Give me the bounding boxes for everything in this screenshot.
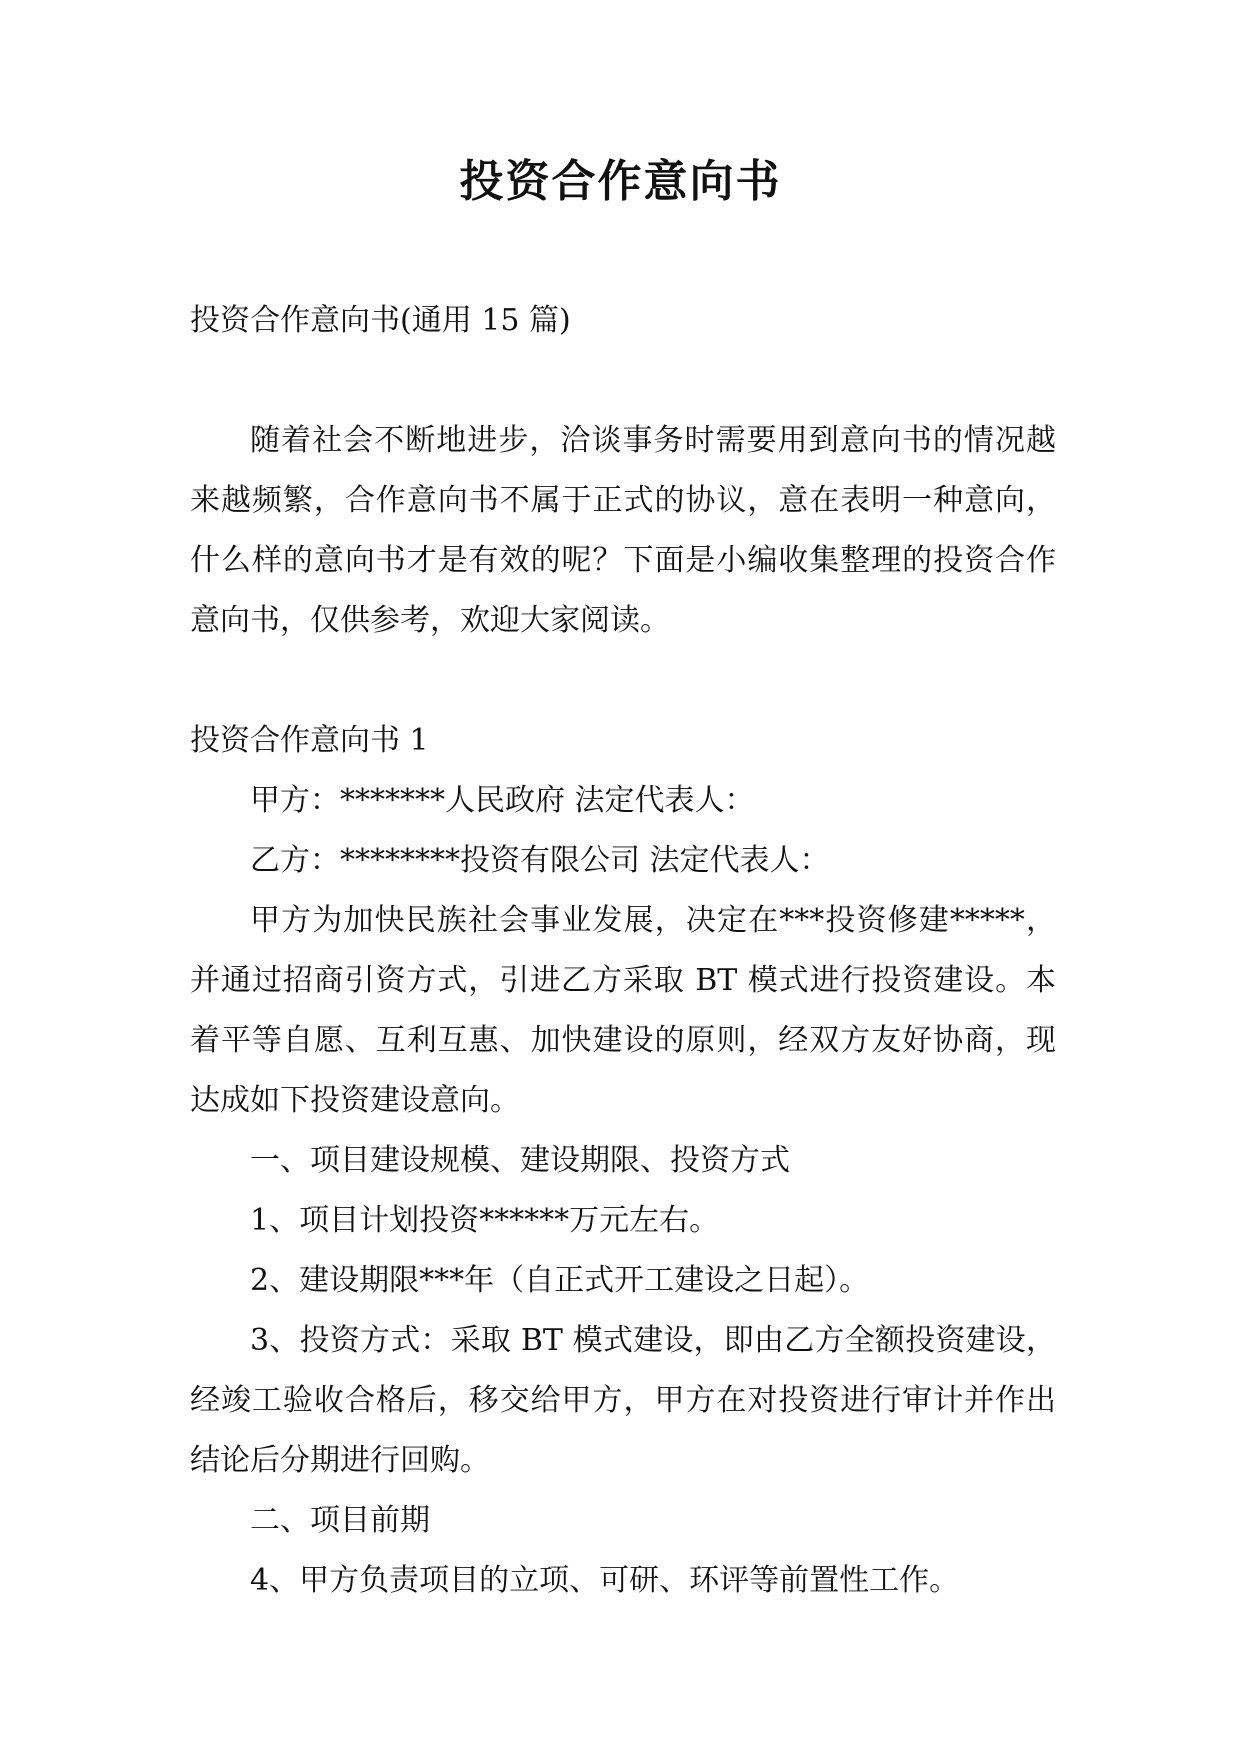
document-body <box>190 291 1056 1611</box>
part-one-title: 一、项目建设规模、建设期限、投资方式 <box>250 1143 790 1178</box>
preamble-paragraph: 甲方为加快民族社会事业发展，决定在***投资修建*****，并通过招商引资方式，引进乙方采取 BT 模式进行投资建设。本着平等自愿、互利互惠、加快建设的原则，经双方友好协商，现达成如下投资建设意向。 <box>190 903 1056 1118</box>
document-subtitle: 投资合作意向书(通用 15 篇) <box>190 303 571 338</box>
document-title: 投资合作意向书 <box>459 156 782 207</box>
party-b-line: 乙方：********投资有限公司 法定代表人： <box>250 843 830 878</box>
section-heading: 投资合作意向书 1 <box>190 723 429 758</box>
part-two-title: 二、项目前期 <box>250 1503 430 1538</box>
item-2: 2、建设期限***年（自正式开工建设之日起）。 <box>250 1263 870 1298</box>
item-4: 4、甲方负责项目的立项、可研、环评等前置性工作。 <box>250 1563 960 1598</box>
party-a-line: 甲方：*******人民政府 法定代表人： <box>250 783 755 818</box>
item-3: 3、投资方式：采取 BT 模式建设，即由乙方全额投资建设，经竣工验收合格后，移交给甲方，甲方在对投资进行审计并作出结论后分期进行回购。 <box>190 1323 1056 1478</box>
intro-paragraph: 随着社会不断地进步，洽谈事务时需要用到意向书的情况越来越频繁，合作意向书不属于正式的协议，意在表明一种意向，什么样的意向书才是有效的呢？下面是小编收集整理的投资合作意向书，仅供参考，欢迎大家阅读。 <box>190 423 1056 638</box>
item-1: 1、项目计划投资******万元左右。 <box>250 1203 720 1238</box>
